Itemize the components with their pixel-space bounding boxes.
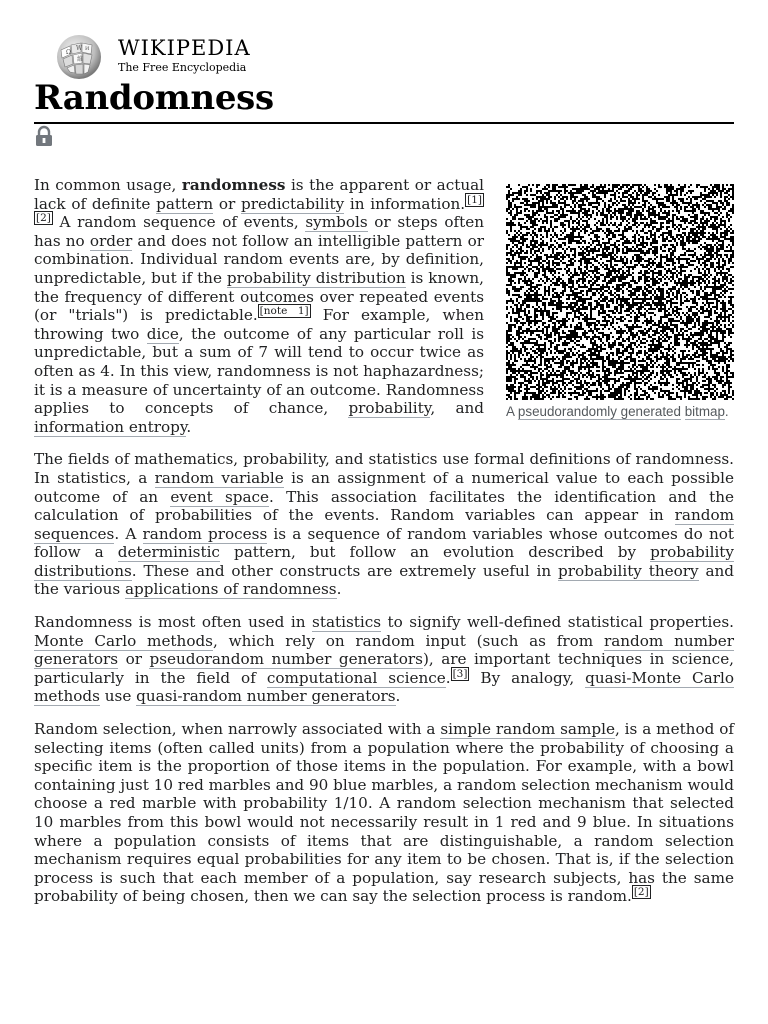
text: is the apparent or actual lack of definite — [34, 176, 485, 213]
link-probability[interactable]: probability — [348, 399, 431, 418]
text: or steps often has no — [34, 213, 484, 250]
link-statistics[interactable]: statistics — [312, 613, 382, 632]
link-pattern[interactable]: pattern — [156, 194, 214, 213]
text: , which rely on random input (such as from — [212, 631, 604, 650]
reference-2[interactable] — [34, 211, 53, 225]
text: is a sequence of random variables whose outcomes do not follow a — [34, 524, 735, 562]
text: is an assignment of a numerical value to each possible outcome of an — [34, 468, 734, 506]
text: . This association facilitates the identification and the calculation of probabilities of the events. Random variables can appear in — [34, 487, 734, 525]
link-symbols[interactable]: symbols — [305, 213, 368, 232]
note-1[interactable] — [258, 304, 311, 318]
text: or — [118, 650, 150, 669]
link-simple-random-sample[interactable]: simple random sample — [440, 720, 615, 739]
text: and the various — [34, 561, 734, 599]
reference-link[interactable]: [3] — [452, 667, 468, 680]
text: . — [336, 580, 342, 599]
link-quasi-monte-carlo-methods[interactable]: quasi-Monte Carlo methods — [34, 668, 734, 706]
text: ), are important techniques in science, particularly in the field of — [34, 650, 735, 687]
reference-2[interactable] — [632, 885, 651, 899]
svg-text:Ω: Ω — [66, 49, 71, 56]
link-quasi-random-number-generators[interactable]: quasi-random number generators — [136, 687, 396, 706]
svg-text:維: 維 — [77, 56, 84, 63]
text: , and — [430, 399, 485, 418]
reference-1[interactable] — [465, 193, 484, 207]
caption-text: . — [724, 404, 729, 419]
link-deterministic[interactable]: deterministic — [117, 543, 220, 562]
caption-text: A — [506, 404, 518, 419]
reference-link[interactable]: [2] — [633, 886, 649, 899]
wikipedia-tagline: The Free Encyclopedia — [118, 61, 247, 74]
text: , is a method of selecting items (often called units) from a population where the probability of choosing a specific item is the proportion of those items in the population. For example, with a bowl containing just 10 red marbles and 90 blue marbles, a random selection mechanism would choose a red marble with probability 1/10. A random selection mechanism that selected 10 marbles from this bowl would not necessarily result in 1 red and 9 blue. In situations where a population consists of items that are distinguishable, a random selection mechanism requires equal probabilities for any item to be chosen. That is, if the selection process is such that each member of a population, say research subjects, has the same probability of being chosen, then we can say the selection process is random. — [34, 720, 734, 906]
thumbnail-figure — [506, 184, 738, 420]
text: Random selection, when narrowly associated with a — [34, 720, 441, 739]
link-random-process[interactable]: random process — [142, 524, 268, 543]
link-bitmap[interactable]: bitmap — [684, 404, 725, 419]
paragraph-3 — [34, 613, 734, 706]
text: . — [395, 687, 401, 706]
text: use — [99, 687, 137, 706]
title-divider — [34, 122, 734, 124]
link-order[interactable]: order — [89, 231, 133, 250]
paragraph-4 — [34, 720, 734, 906]
bold-term-randomness: randomness — [181, 176, 286, 194]
text: A random sequence of events, — [52, 213, 306, 232]
link-computational-science[interactable]: computational science — [266, 668, 446, 687]
text: . A — [114, 524, 143, 543]
thumbnail-caption — [506, 403, 738, 420]
link-random-sequences[interactable]: random sequences — [34, 506, 734, 543]
reference-link[interactable]: [2] — [36, 212, 51, 225]
paragraph-2 — [34, 450, 734, 599]
link-information-entropy[interactable]: information entropy — [34, 417, 187, 436]
page-title: Randomness — [34, 78, 274, 118]
link-predictability[interactable]: predictability — [241, 194, 345, 213]
wikipedia-globe-logo[interactable] — [52, 32, 106, 80]
link-probability-distribution[interactable]: probability distribution — [226, 268, 406, 287]
lock-icon[interactable] — [34, 125, 54, 147]
svg-text:И: И — [85, 46, 90, 52]
wikipedia-wordmark[interactable]: WIKIPEDIA — [118, 36, 251, 60]
text: , the outcome of any particular roll is unpredictable, but a sum of 7 will tend to occur twice as often as 4. In this view, randomness is not haphazardness; it is a measure of uncertainty of an outcome. Randomness applies to concepts of chance, — [34, 324, 484, 418]
text: to signify well-defined statistical properties. — [381, 613, 735, 632]
text: Randomness is most often used in — [34, 613, 313, 632]
link-dice[interactable]: dice — [146, 324, 179, 343]
text: and does not follow an intelligible pattern or combination. Individual random events are, by definition, unpredictable, but if the — [34, 231, 484, 287]
svg-text:W: W — [76, 45, 83, 52]
text: or — [213, 194, 241, 213]
text: In common usage, — [34, 176, 182, 194]
text: . — [186, 417, 192, 436]
link-pseudorandomly-generated[interactable]: pseudorandomly generated — [517, 404, 681, 419]
text: . These and other constructs are extremely useful in — [131, 561, 558, 580]
text: For example, when throwing two — [34, 306, 484, 343]
link-applications-of-randomness[interactable]: applications of randomness — [125, 580, 337, 599]
link-random-variable[interactable]: random variable — [154, 468, 284, 487]
link-event-space[interactable]: event space — [170, 487, 270, 506]
text: in information. — [344, 194, 466, 213]
note-link[interactable]: [note 1] — [259, 305, 309, 318]
text: is known, the frequency of different outcomes over repeated events (or "trials") is predictable. — [34, 268, 484, 325]
article-body — [34, 176, 734, 920]
text: pattern, but follow an evolution described by — [219, 543, 651, 562]
link-probability-theory[interactable]: probability theory — [558, 561, 699, 580]
text: . — [445, 668, 451, 687]
text: The fields of mathematics, probability, and statistics use formal definitions of randomness. In statistics, a — [34, 450, 734, 487]
link-random-number-generators[interactable]: random number generators — [34, 631, 735, 669]
pseudorandom-bitmap-image[interactable] — [506, 184, 734, 400]
text: By analogy, — [469, 668, 586, 687]
site-header — [52, 32, 352, 80]
link-monte-carlo-methods[interactable]: Monte Carlo methods — [34, 631, 213, 650]
link-probability-distributions[interactable]: probability distributions — [34, 543, 734, 580]
link-pseudorandom-number-generators[interactable]: pseudorandom number generators — [149, 650, 423, 669]
reference-3[interactable] — [451, 667, 470, 681]
reference-link[interactable]: [1] — [467, 193, 482, 206]
